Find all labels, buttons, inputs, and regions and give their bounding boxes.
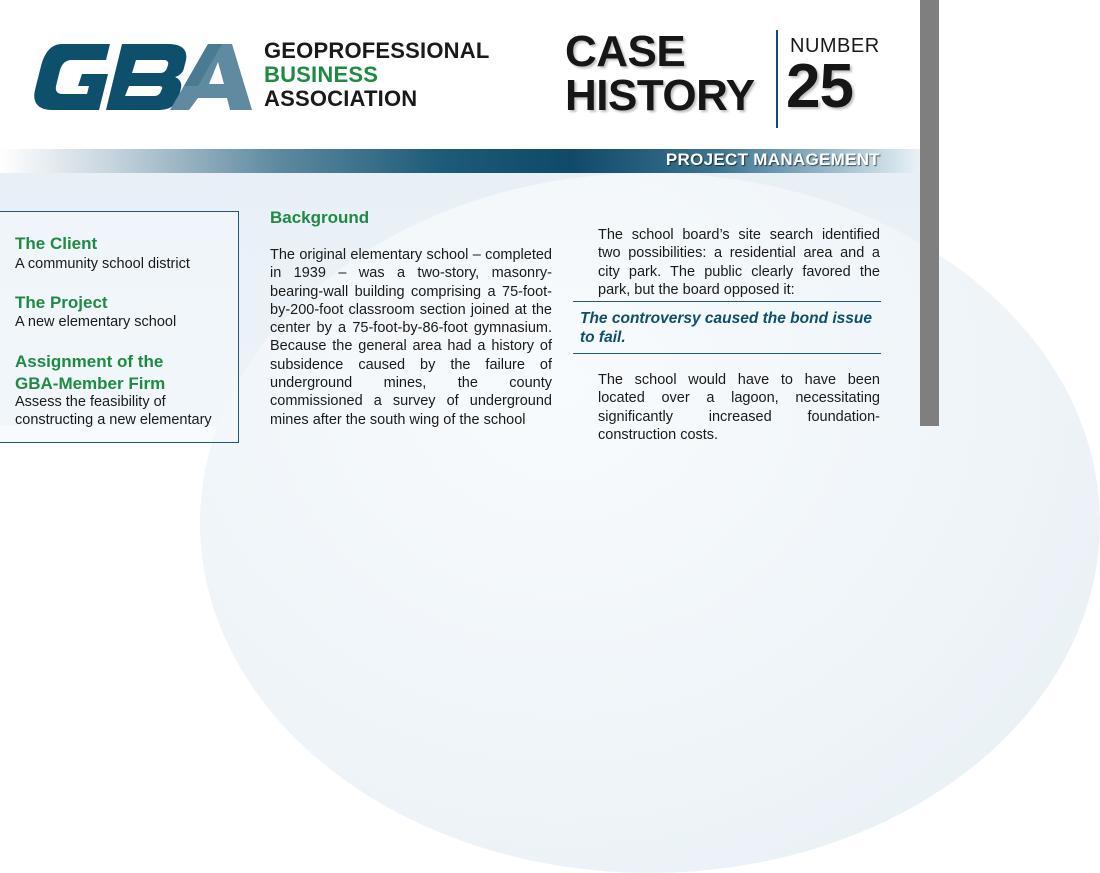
- assignment-heading-2: GBA-Member Firm: [15, 374, 166, 393]
- case-line-1: CASE: [565, 27, 686, 76]
- association-name: [264, 39, 489, 111]
- site-search-paragraph: The school board’s site search identified two possibilities: a residential area and a city park. The public clearly favored the park, but the board opposed it:: [598, 227, 880, 298]
- number-label: NUMBER: [790, 35, 880, 57]
- lagoon-paragraph: The school would have to have been located over a lagoon, necessitating significantly increased foundation-construction costs.: [598, 372, 880, 443]
- header-divider: [776, 30, 778, 128]
- number-value: 25: [786, 52, 853, 121]
- gba-logo-icon: [32, 40, 254, 112]
- category-label: PROJECT MANAGEMENT: [665, 150, 880, 169]
- project-text: A new elementary school: [15, 314, 177, 330]
- pull-quote: The controversy caused the bond issue to fail.: [580, 310, 872, 346]
- assoc-line-3: ASSOCIATION: [264, 86, 418, 111]
- case-history-title: [565, 27, 755, 120]
- client-heading: The Client: [15, 234, 98, 253]
- assoc-line-2: BUSINESS: [264, 62, 379, 87]
- case-history-page: [0, 0, 920, 443]
- pull-quote-bottom-rule: [573, 353, 881, 354]
- gba-logo: [32, 40, 254, 112]
- project-heading: The Project: [15, 293, 108, 312]
- client-text: A community school district: [15, 256, 190, 272]
- case-line-2: HISTORY: [565, 71, 755, 120]
- background-heading: Background: [270, 208, 370, 227]
- assignment-heading-1: Assignment of the: [15, 352, 164, 371]
- assignment-text-1: Assess the feasibility of: [15, 394, 166, 410]
- viewer-scrollbar[interactable]: [920, 0, 939, 426]
- assoc-line-1: GEOPROFESSIONAL: [264, 38, 490, 63]
- assignment-text-2: constructing a new elementary: [15, 412, 212, 428]
- pull-quote-top-rule: [573, 301, 881, 302]
- background-paragraph: The original elementary school – completed in 1939 – was a two-story, masonry-bearing-wall building comprising a 75-foot-by-200-foot classroom section joined at the center by a 75-foot-by-86-foot gymnasium. Because the general area had a history of subsidence caused by the failure of underground mines, the county commissioned a survey of underground mines after the south wing of the school: [270, 247, 552, 428]
